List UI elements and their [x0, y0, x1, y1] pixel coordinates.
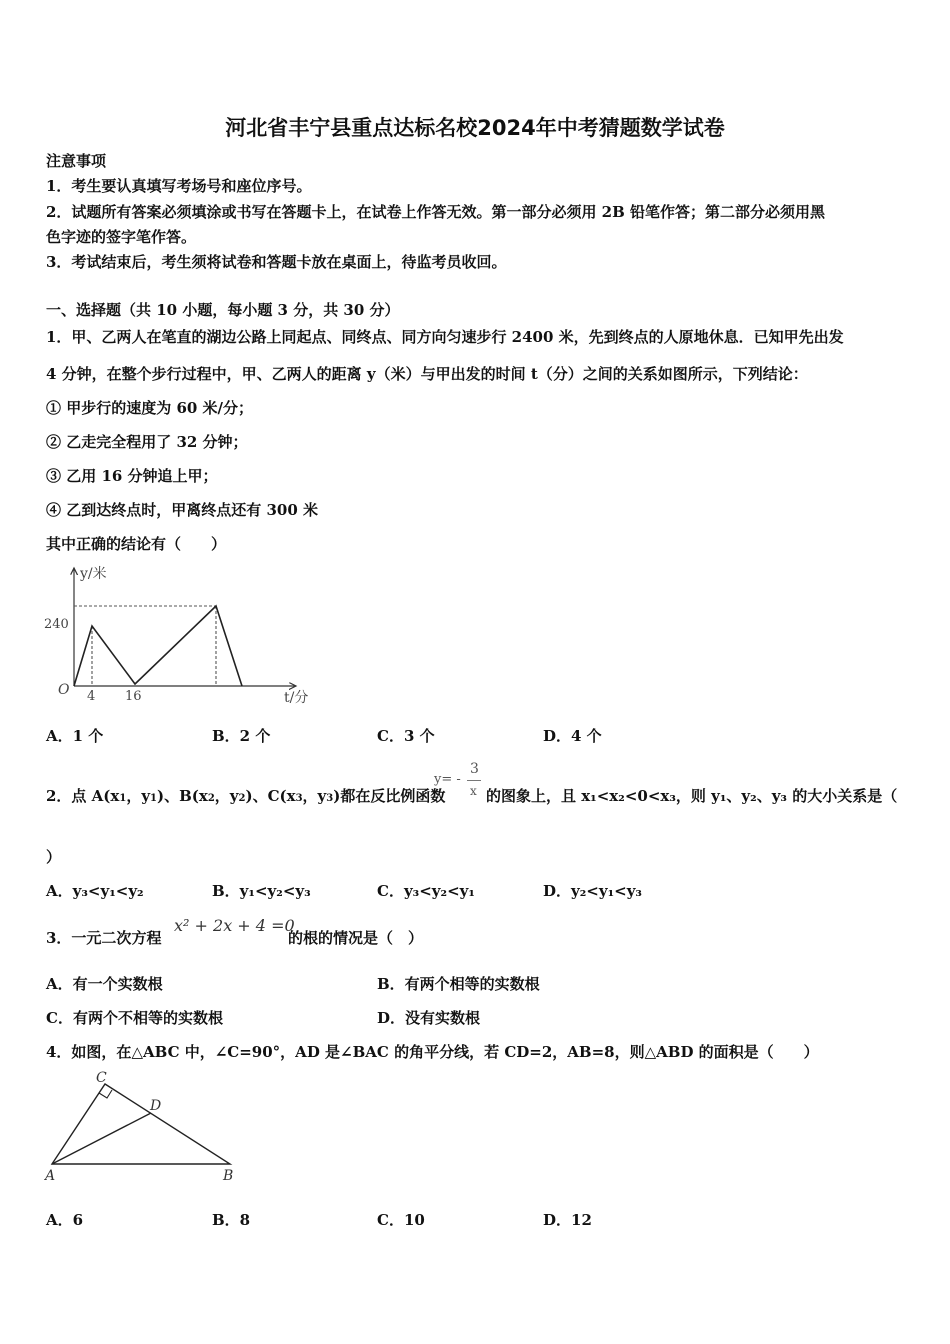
q1-option-b[interactable]: B．2 个	[212, 727, 271, 745]
q1-question: 其中正确的结论有（ ）	[46, 535, 227, 553]
notice-item: 1．考生要认真填写考场号和座位序号。	[46, 177, 312, 195]
q3-option-a[interactable]: A．有一个实数根	[46, 975, 163, 993]
y-axis-label: y/米	[80, 566, 107, 582]
q1-statement-2: ② 乙走完全程用了 32 分钟；	[46, 433, 248, 451]
section-heading: 一、选择题（共 10 小题，每小题 3 分，共 30 分）	[46, 301, 400, 319]
q2-text-tail: 的图象上，且 x₁<x₂<0<x₃，则 y₁、y₂、y₃ 的大小关系是（	[486, 787, 898, 805]
q3-equation: x² + 2x + 4 =0	[174, 916, 295, 935]
fraction-bar	[467, 780, 481, 781]
page-title: 河北省丰宁县重点达标名校2024年中考猜题数学试卷	[225, 116, 725, 140]
q1-option-d[interactable]: D．4 个	[543, 727, 602, 745]
vertex-label-a: A	[45, 1168, 56, 1184]
q2-text-close: ）	[46, 848, 62, 866]
q2-text	[46, 786, 445, 809]
q1-option-c[interactable]: C．3 个	[377, 727, 435, 745]
q1-distance-time-graph	[40, 560, 320, 710]
q2-subscript: 3	[295, 793, 303, 804]
q2-text-part: ，y	[302, 787, 327, 805]
q1-text-line2: 4 分钟，在整个步行过程中，甲、乙两人的距离 y（米）与甲出发的时间 t（分）之间的关系如图所示，下列结论：	[46, 365, 808, 383]
q3-text-post: 的根的情况是（ ）	[288, 929, 424, 947]
vertex-label-c: C	[96, 1070, 107, 1086]
point-label-d: D	[150, 1098, 162, 1114]
q3-option-c[interactable]: C．有两个不相等的实数根	[46, 1009, 223, 1027]
q2-option-a[interactable]: A．y₃<y₁<y₂	[46, 882, 144, 900]
q2-subscript: 3	[326, 793, 334, 804]
q3-option-b[interactable]: B．有两个相等的实数根	[377, 975, 540, 993]
q2-subscript: 2	[238, 793, 246, 804]
q2-text-part: )、B(x	[157, 787, 208, 805]
q4-option-d[interactable]: D．12	[543, 1211, 592, 1229]
q2-subscript: 1	[119, 793, 127, 804]
vertex-label-b: B	[223, 1168, 234, 1184]
graph-polyline	[74, 606, 242, 686]
formula-denominator: x	[470, 784, 477, 798]
origin-label: O	[58, 682, 70, 698]
q4-text: 4．如图，在△ABC 中，∠C=90°，AD 是∠BAC 的角平分线，若 CD=2，AB=8，则△ABD 的面积是（ ）	[46, 1043, 819, 1061]
q3-text-pre: 3．一元二次方程	[46, 929, 162, 947]
q2-option-d[interactable]: D．y₂<y₁<y₃	[543, 882, 643, 900]
tick-label-240: 240	[44, 617, 69, 632]
q2-text-part: )、C(x	[245, 787, 296, 805]
notice-item: 2．试题所有答案必须填涂或书写在答题卡上，在试卷上作答无效。第一部分必须用 2B 铅笔作答；第二部分必须用黑	[46, 203, 826, 221]
notice-item: 3．考试结束后，考生须将试卷和答题卡放在桌面上，待监考员收回。	[46, 253, 507, 271]
q2-text-part: 2．点 A(x	[46, 787, 120, 805]
notice-heading: 注意事项	[46, 152, 107, 170]
formula-numerator: 3	[470, 761, 479, 777]
q2-option-c[interactable]: C．y₃<y₂<y₁	[377, 882, 475, 900]
q3-option-d[interactable]: D．没有实数根	[377, 1009, 481, 1027]
q2-option-b[interactable]: B．y₁<y₂<y₃	[212, 882, 311, 900]
q4-option-a[interactable]: A．6	[46, 1211, 84, 1229]
q2-text-part: ，y	[214, 787, 239, 805]
q1-text-line1: 1．甲、乙两人在笔直的湖边公路上同起点、同终点、同方向匀速步行 2400 米，先到终点的人原地休息．已知甲先出发	[46, 328, 844, 346]
q1-statement-4: ④ 乙到达终点时，甲离终点还有 300 米	[46, 501, 318, 519]
q1-option-a[interactable]: A．1 个	[46, 727, 104, 745]
segment-ad	[52, 1113, 151, 1164]
q2-subscript: 2	[207, 793, 215, 804]
tick-label-4: 4	[87, 689, 96, 704]
q1-statement-1: ① 甲步行的速度为 60 米/分；	[46, 399, 254, 417]
notice-item: 色字迹的签字笔作答。	[46, 228, 197, 246]
q4-option-c[interactable]: C．10	[377, 1211, 425, 1229]
q2-function-formula	[434, 762, 486, 808]
q1-statement-3: ③ 乙用 16 分钟追上甲；	[46, 467, 218, 485]
triangle-abc	[52, 1084, 230, 1164]
q2-text-part: ，y	[126, 787, 151, 805]
q2-subscript: 1	[150, 793, 157, 804]
formula-left: y= -	[434, 772, 461, 787]
q4-option-b[interactable]: B．8	[212, 1211, 251, 1229]
tick-label-16: 16	[125, 689, 142, 704]
x-axis-label: t/分	[284, 690, 309, 706]
q2-text-part: )都在反比例函数	[333, 787, 446, 805]
q4-triangle-figure	[40, 1066, 250, 1191]
